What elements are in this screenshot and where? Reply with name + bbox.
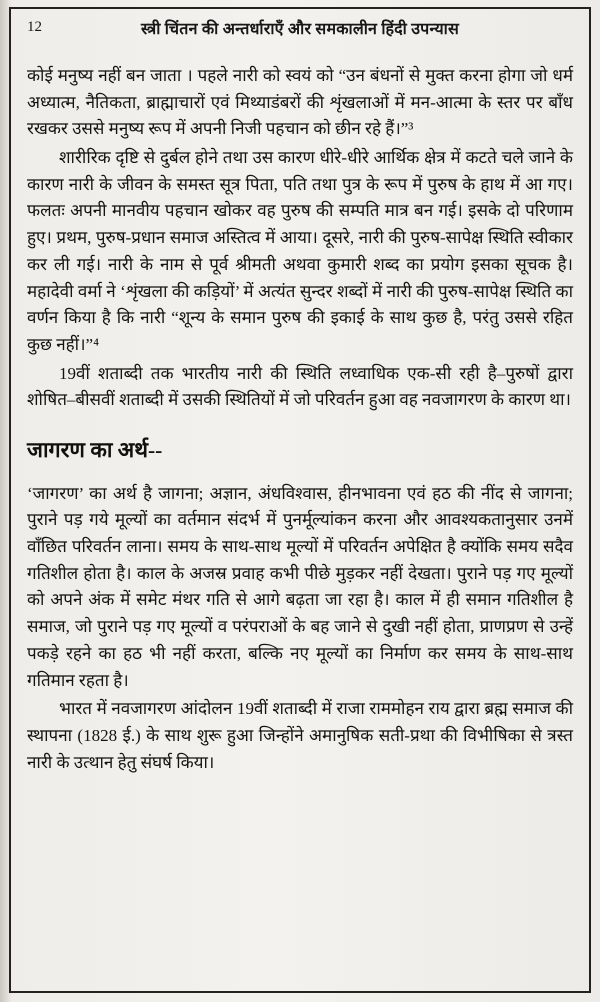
paragraph: भारत में नवजागरण आंदोलन 19वीं शताब्दी में राजा राममोहन राय द्वारा ब्रह्म समाज की स्थापना (1828 ई.) के साथ शुरू हुआ जिन्होंने अमानुषिक सती-प्रथा की विभीषिका से त्रस्त नारी के उत्थान हेतु संघर्ष किया। <box>27 699 573 772</box>
paragraph-continuation: कोई मनुष्य नहीं बन जाता । पहले नारी को स्वयं को “उन बंधनों से मुक्त करना होगा जो धर्म अध्यात्म, नैतिकता, ब्राह्माचारों एवं मिथ्याडंबरों की शृंखलाओं में मन-आत्मा के स्तर पर बाँध रखकर उससे मनुष्य रूप में अपनी निजी पहचान को छीन रहे हैं।”³ <box>27 66 573 139</box>
paragraph: शारीरिक दृष्टि से दुर्बल होने तथा उस कारण धीरे-धीरे आर्थिक क्षेत्र में कटते चले जाने के कारण नारी के जीवन के समस्त सूत्र पिता, पति तथा पुत्र के रूप में पुरुष के हाथ में आ गए। फलतः अपनी मानवीय पहचान खोकर वह पुरुष की सम्पति मात्र बन गई। इसके दो परिणाम हुए। प्रथम, पुरुष-प्रधान समाज अस्तित्व में आया। दूसरे, नारी की पुरुष-सापेक्ष स्थिति स्वीकार कर ली गई। नारी के नाम से पूर्व श्रीमती अथवा कुमारी शब्द का प्रयोग इसका सूचक है। महादेवी वर्मा ने ‘शृंखला की कड़ियों’ में अत्यंत सुन्दर शब्दों में नारी की पुरुष-सापेक्ष स्थिति का वर्णन किया है कि नारी “शून्य के समान पुरुष की इकाई के साथ कुछ है, परंतु उससे रहित कुछ नहीं।”⁴ <box>27 148 573 354</box>
paragraph: ‘जागरण’ का अर्थ है जागना; अज्ञान, अंधविश्वास, हीनभावना एवं हठ की नींद से जागना; पुराने पड़ गये मूल्यों का वर्तमान संदर्भ में पुनर्मूल्यांकन करना और आवश्यकतानुसार उनमें वाँछित परिवर्तन लाना। समय के साथ-साथ मूल्यों में परिवर्तन अपेक्षित है क्योंकि समय सदैव गतिशील होता है। काल के अजस्र प्रवाह कभी पीछे मुड़कर नहीं देखता। पुराने पड़ गए मूल्यों को अपने अंक में समेट मंथर गति से आगे बढ़ता जा रहा है। काल में ही समान गतिशील है समाज, जो पुराने पड़ गए मूल्यों व परंपराओं के बह जाने से दुखी नहीं होता, प्राणप्रण से उन्हें पकड़े रहने का हठ भी नहीं करता, बल्कि नए मूल्यों का निर्माण कर समय के साथ-साथ गतिमान रहता है। <box>27 483 573 690</box>
book-page <box>27 17 573 778</box>
page-header <box>27 17 573 39</box>
running-title: स्त्री चिंतन की अन्तर्धाराएँ और समकालीन हिंदी उपन्यास <box>140 21 460 38</box>
page-number: 12 <box>27 19 42 35</box>
page-body <box>27 63 573 776</box>
paragraph: 19वीं शताब्दी तक भारतीय नारी की स्थिति लध्वाधिक एक-सी रही है–पुरुषों द्वारा शोषित–बीसवीं शताब्दी में उसकी स्थितियों में जो परिवर्तन हुआ वह नवजागरण के कारण था। <box>27 363 573 410</box>
section-heading: जागरण का अर्थ-- <box>27 437 163 462</box>
